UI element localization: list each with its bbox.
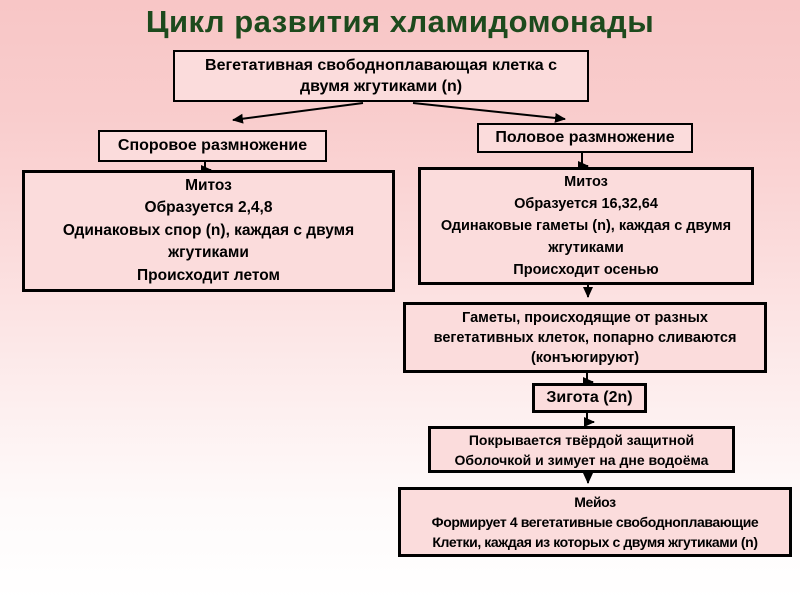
arrow-sexual-to-mitosis	[582, 152, 588, 166]
box-text-line: Одинаковых спор (n), каждая с двумя	[62, 221, 355, 239]
gametes-fusion-box	[403, 302, 767, 373]
box-text-line: двумя жгутиками (n)	[299, 78, 463, 95]
root-cell-box	[173, 50, 589, 102]
box-text-line: Формирует 4 вегетативные свободноплавающие	[431, 514, 759, 530]
box-text-line: Гаметы, происходящие от разных	[462, 309, 708, 326]
arrow-root-to-spore	[233, 103, 363, 120]
sexual-mitosis-box	[418, 167, 754, 285]
box-text-line: Покрывается твёрдой защитной	[468, 431, 695, 448]
box-text-line: Клетки, каждая из которых с двумя жгутиками (n)	[432, 534, 758, 550]
box-text-line: Одинаковые гаметы (n), каждая с двумя	[440, 218, 732, 234]
box-text-line: Споровое размножение	[117, 137, 308, 154]
spore-mitosis-box	[22, 170, 395, 292]
box-text-line: Митоз	[185, 176, 232, 194]
arrow-gametes-to-zygote	[587, 372, 593, 382]
arrow-spore-to-mitosis	[205, 161, 211, 170]
box-text-line: Происходит осенью	[513, 262, 659, 278]
box-text-line: Вегетативная свободноплавающая клетка с	[205, 57, 557, 74]
zygote-box	[532, 383, 647, 413]
spore-branch-box	[98, 130, 327, 162]
box-text-line: Мейоз	[574, 494, 616, 510]
arrow-zygote-to-shell	[587, 412, 594, 422]
box-text-line: Происходит летом	[137, 266, 280, 284]
box-text-line: (конъюгируют)	[530, 349, 640, 366]
box-text-line: вегетативных клеток, попарно сливаются	[433, 329, 737, 346]
box-text-line: Митоз	[564, 174, 608, 190]
meiosis-box	[398, 487, 792, 557]
box-text-line: Образуется 2,4,8	[144, 199, 273, 217]
box-text-line: жгутиками	[548, 240, 624, 256]
box-text-line: Зигота (2n)	[546, 389, 633, 406]
shell-overwinter-box	[428, 426, 735, 473]
box-text-line: Оболочкой и зимует на дне водоёма	[454, 451, 709, 468]
arrow-root-to-sexual	[413, 103, 565, 119]
page-title: Цикл развития хламидомонады	[145, 4, 655, 39]
box-text-line: Половое размножение	[495, 129, 675, 146]
box-text-line: Образуется 16,32,64	[514, 196, 658, 212]
sexual-branch-box	[477, 123, 693, 153]
box-text-line: жгутиками	[168, 244, 249, 262]
